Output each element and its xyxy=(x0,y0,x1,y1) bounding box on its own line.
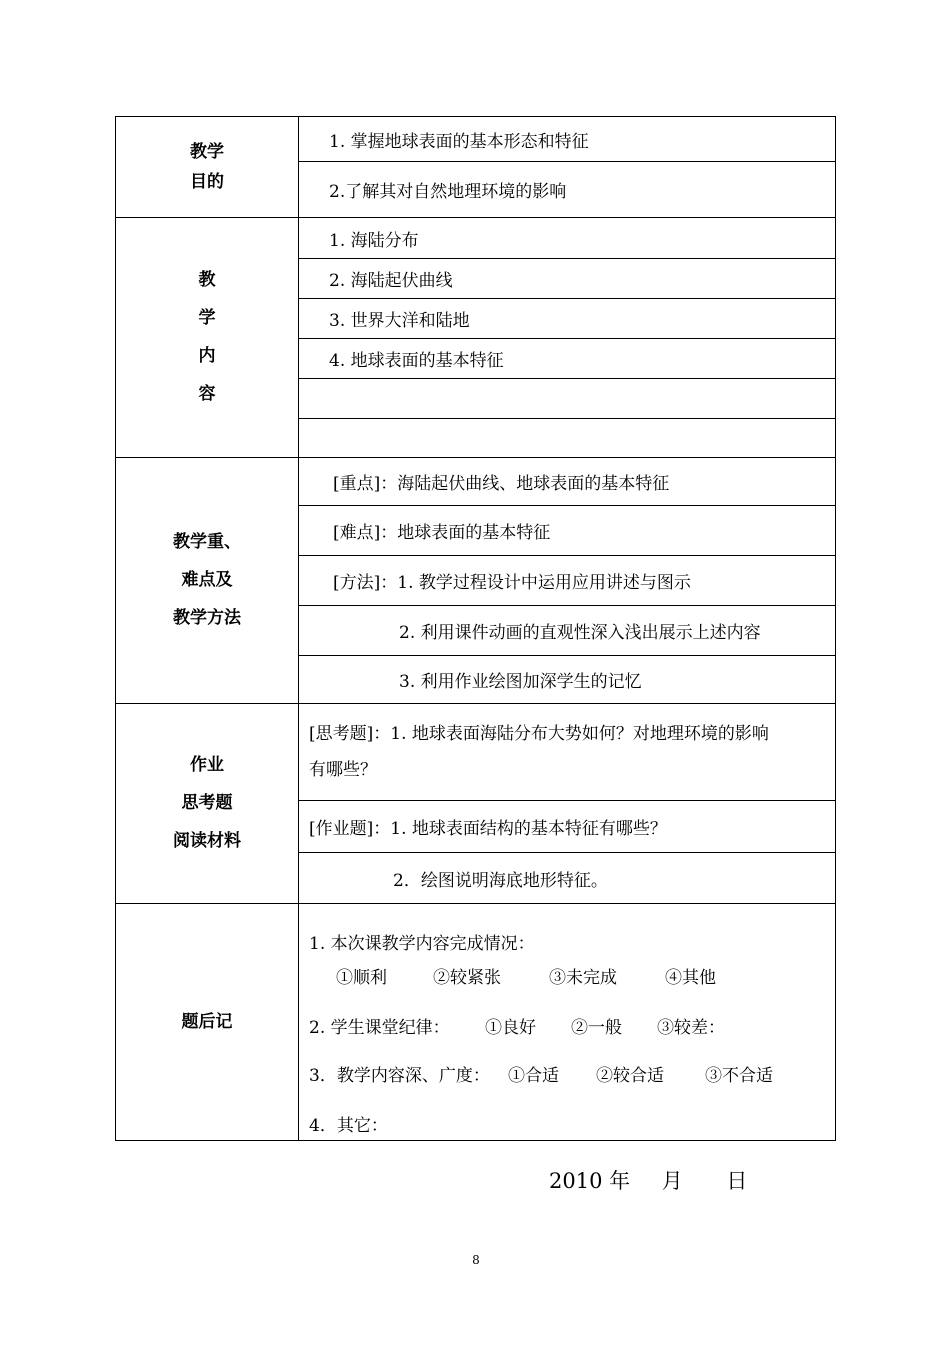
content-label xyxy=(116,217,299,457)
date-year: 2010 年 xyxy=(549,1169,631,1193)
method-text: [方法]：1. 教学过程设计中运用应用讲述与图示 xyxy=(333,573,691,593)
option-text: ③不合适 xyxy=(705,1065,773,1086)
method-text: 3. 利用作业绘图加深学生的记忆 xyxy=(399,672,642,692)
content-item xyxy=(299,378,835,418)
lesson-plan-table xyxy=(115,116,836,1141)
homework-label xyxy=(116,703,299,903)
notes-q1-text: 1. 本次课教学内容完成情况： xyxy=(309,933,535,954)
methods-label-line: 教学重、 xyxy=(173,532,241,552)
homework-label-line: 思考题 xyxy=(181,793,233,813)
homework-question-text: 2．绘图说明海底地形特征。 xyxy=(393,870,608,891)
method-row xyxy=(299,605,835,655)
date-line xyxy=(549,1165,747,1195)
homework-question-row xyxy=(299,852,835,903)
page-number: 8 xyxy=(472,1253,480,1267)
content-item xyxy=(299,298,835,338)
option-text: ③未完成 xyxy=(549,967,617,988)
content-label-line: 教 xyxy=(198,270,216,290)
date-day: 日 xyxy=(726,1169,748,1193)
date-month: 月 xyxy=(661,1169,683,1193)
notes-q4-text: 4．其它： xyxy=(309,1115,388,1136)
notes-q3 xyxy=(299,1055,835,1091)
option-text: ①合适 xyxy=(508,1065,559,1086)
content-text: 1. 海陆分布 xyxy=(329,230,419,251)
content-item xyxy=(299,338,835,378)
option-text: ③较差： xyxy=(657,1017,725,1038)
content-label-line: 内 xyxy=(198,346,216,366)
content-text: 2. 海陆起伏曲线 xyxy=(329,271,453,291)
think-question-line: [思考题]：1. 地球表面海陆分布大势如何？对地理环境的影响 xyxy=(309,724,769,744)
think-question-row xyxy=(299,704,835,800)
content-label-line: 学 xyxy=(198,308,216,328)
notes-q1 xyxy=(299,923,835,959)
notes-q2 xyxy=(299,1007,835,1043)
content-item xyxy=(299,418,835,458)
objective-item xyxy=(299,161,835,217)
notes-label-text: 题后记 xyxy=(181,1011,233,1032)
objectives-label-line: 教学 xyxy=(190,142,224,162)
objective-item xyxy=(299,117,835,161)
methods-label-line: 难点及 xyxy=(181,570,233,590)
objectives-label-line: 目的 xyxy=(190,172,224,192)
methods-label-line: 教学方法 xyxy=(173,608,241,628)
option-text: ②一般 xyxy=(571,1017,622,1038)
option-text: ④其他 xyxy=(665,967,716,988)
objective-text: 2.了解其对自然地理环境的影响 xyxy=(329,182,567,202)
difficulty-row xyxy=(299,505,835,555)
content-text: 3. 世界大洋和陆地 xyxy=(329,311,470,331)
objectives-label xyxy=(116,117,299,217)
notes-label xyxy=(116,903,299,1140)
option-text: ①顺利 xyxy=(336,967,387,988)
option-text: ②较紧张 xyxy=(433,967,501,988)
method-row xyxy=(299,655,835,703)
difficulty-text: [难点]：地球表面的基本特征 xyxy=(333,523,551,543)
think-question-line: 有哪些？ xyxy=(309,760,377,780)
method-row xyxy=(299,555,835,605)
content-item xyxy=(299,258,835,298)
notes-q4 xyxy=(299,1105,835,1141)
notes-q3-text: 3．教学内容深、广度： xyxy=(309,1065,490,1086)
notes-q1-options xyxy=(299,957,835,993)
homework-question-text: [作业题]：1. 地球表面结构的基本特征有哪些？ xyxy=(309,819,667,839)
option-text: ②较合适 xyxy=(596,1065,664,1086)
homework-question-row xyxy=(299,800,835,852)
objective-text: 1. 掌握地球表面的基本形态和特征 xyxy=(329,131,589,152)
content-text: 4. 地球表面的基本特征 xyxy=(329,351,504,371)
key-point-text: [重点]：海陆起伏曲线、地球表面的基本特征 xyxy=(333,474,670,494)
key-point-row xyxy=(299,458,835,505)
notes-q2-text: 2. 学生课堂纪律： xyxy=(309,1017,450,1038)
homework-label-line: 作业 xyxy=(190,755,224,775)
option-text: ①良好 xyxy=(485,1017,536,1038)
method-text: 2. 利用课件动画的直观性深入浅出展示上述内容 xyxy=(399,623,761,643)
content-item xyxy=(299,218,835,258)
content-label-line: 容 xyxy=(198,384,216,404)
homework-label-line: 阅读材料 xyxy=(173,831,241,851)
methods-label xyxy=(116,457,299,703)
